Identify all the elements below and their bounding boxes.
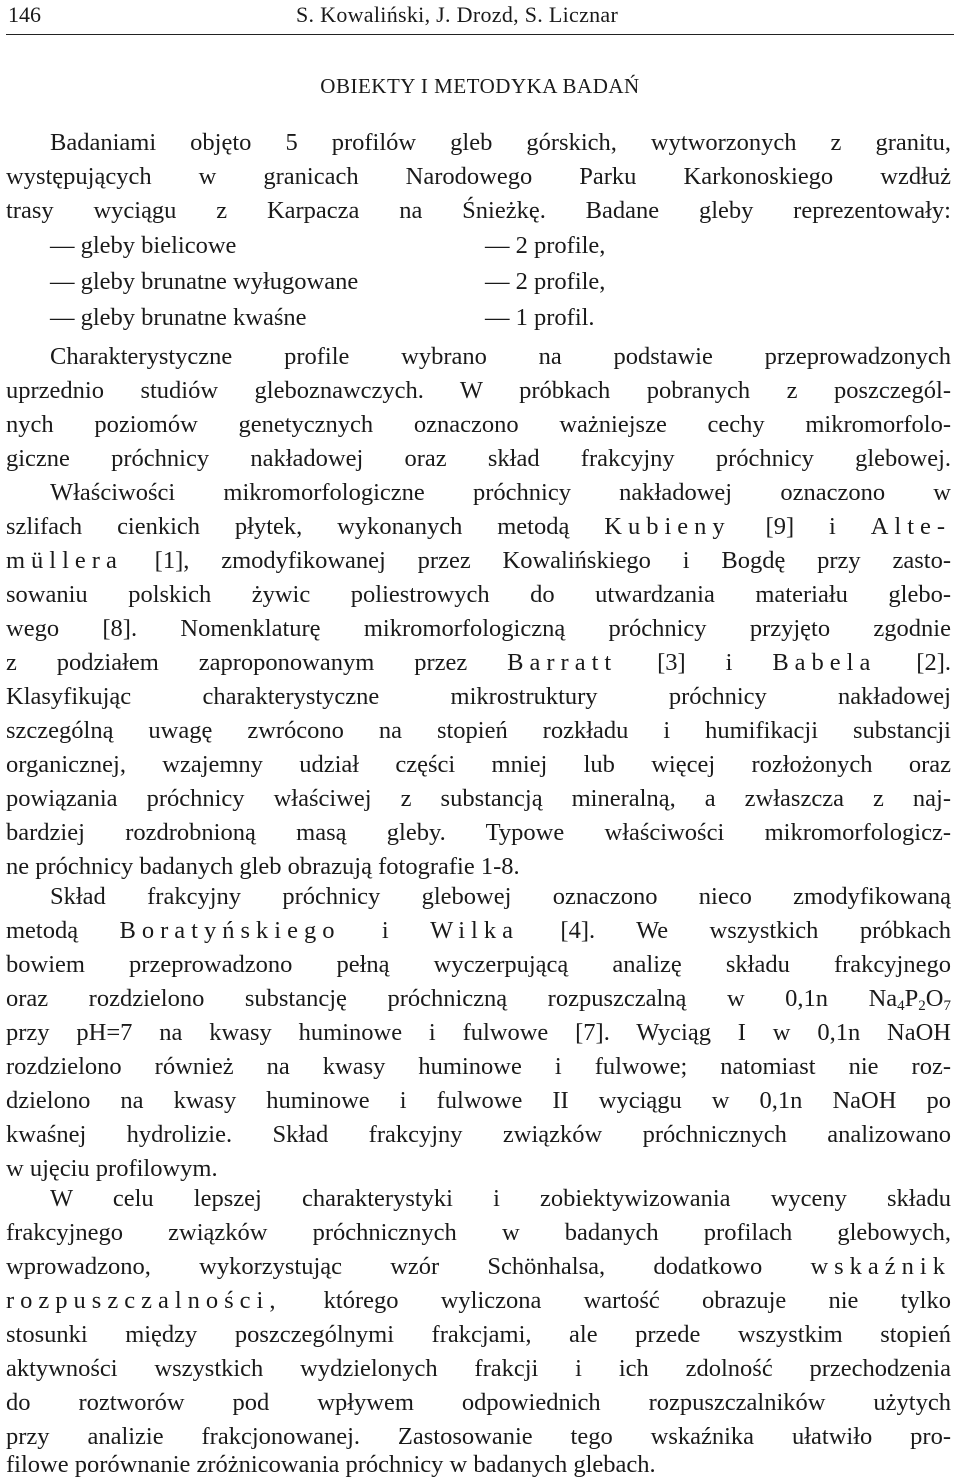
body-line: aktywności wszystkich wydzielonych frakcji i ich zdolność przechodzenia — [6, 1355, 951, 1382]
body-line: rozdzielono również na kwasy huminowe i fulwowe; natomiast nie roz- — [6, 1053, 951, 1080]
soil-list-type: — gleby brunatne kwaśne — [50, 304, 307, 331]
text-span: P — [904, 985, 919, 1012]
body-line: stosunki między poszczególnymi frakcjami, ale przede wszystkim stopień — [6, 1321, 951, 1348]
body-line — [6, 544, 951, 578]
body-line: Właściwości mikromorfologiczne próchnicy nakładowej oznaczono w — [50, 479, 951, 506]
soil-list-count: — 2 profile, — [485, 232, 606, 259]
text-span: którego wyliczona wartość obrazuje nie tylko — [323, 1287, 951, 1314]
body-line: przy analizie frakcjonowanej. Zastosowanie tego wskaźnika ułatwiło pro- — [6, 1423, 951, 1450]
author-name: müllera — [6, 547, 123, 574]
subscript: 4 — [897, 998, 905, 1014]
author-name: Boratyńskiego — [119, 917, 341, 944]
body-line: nych poziomów genetycznych oznaczono ważniejsze cechy mikromorfolo- — [6, 411, 951, 438]
soil-list-type: — gleby brunatne wyługowane — [50, 268, 359, 295]
body-line: giczne próchnicy nakładowej oraz skład frakcyjny próchnicy glebowej. — [6, 445, 951, 472]
author-name: Babela — [772, 649, 877, 676]
soil-list-type: — gleby bielicowe — [50, 232, 237, 259]
body-line: trasy wyciągu z Karpacza na Śnieżkę. Badane gleby reprezentowały: — [6, 197, 951, 224]
body-line — [6, 1284, 951, 1318]
body-line: bardziej rozdrobnioną masą gleby. Typowe właściwości mikromorfologicz- — [6, 819, 951, 846]
body-line: frakcyjnego związków próchnicznych w badanych profilach glebowych, — [6, 1219, 951, 1246]
body-line: bowiem przeprowadzono pełną wyczerpującą analizę składu frakcyjnego — [6, 951, 951, 978]
text-span: O — [925, 985, 944, 1012]
body-line — [6, 1250, 951, 1284]
text-span: [1], zmodyfikowanej przez Kowalińskiego i Bogdę przy zasto- — [154, 547, 951, 574]
body-line: szczególną uwagę zwrócono na stopień rozkładu i humifikacji substancji — [6, 717, 951, 744]
body-line: sowaniu polskich żywic poliestrowych do utwardzania materiału glebo- — [6, 581, 951, 608]
author-name: Alte- — [870, 513, 951, 540]
author-name: Barratt — [507, 649, 618, 676]
term-spaced: rozpuszczalności, — [6, 1287, 282, 1314]
body-line: wego [8]. Nomenklaturę mikromorfologiczną próchnicy przyjęto zgodnie — [6, 615, 951, 642]
soil-list-count: — 2 profile, — [485, 268, 606, 295]
text-span: szlifach cienkich płytek, wykonanych metodą — [6, 513, 570, 540]
body-line: kwaśnej hydrolizie. Skład frakcyjny związków próchnicznych analizowano — [6, 1121, 951, 1148]
body-line — [6, 646, 951, 680]
body-line — [6, 914, 951, 948]
body-line: powiązania próchnicy właściwej z substancją mineralną, a zwłaszcza z naj- — [6, 785, 951, 812]
term-spaced: wskaźnik — [810, 1253, 951, 1280]
text-span: i — [381, 917, 389, 944]
text-span: metodą — [6, 917, 79, 944]
body-line: Charakterystyczne profile wybrano na podstawie przeprowadzonych — [50, 343, 951, 370]
page-number: 146 — [8, 2, 41, 27]
body-line: ne próchnicy badanych gleb obrazują fotografie 1-8. — [6, 853, 520, 880]
text-span: z podziałem zaproponowanym przez — [6, 649, 468, 676]
running-authors: S. Kowaliński, J. Drozd, S. Licznar — [296, 2, 619, 27]
body-line: filowe porównanie zróżnicowania próchnicy w badanych glebach. — [6, 1451, 656, 1478]
body-line: do roztworów pod wpływem odpowiednich rozpuszczalników użytych — [6, 1389, 951, 1416]
body-line: Klasyfikując charakterystyczne mikrostruktury próchnicy nakładowej — [6, 683, 951, 710]
body-line: dzielono na kwasy huminowe i fulwowe II wyciągu w 0,1n NaOH po — [6, 1087, 951, 1114]
text-span: [3] i — [657, 649, 733, 676]
body-line: przy pH=7 na kwasy huminowe i fulwowe [7]. Wyciąg I w 0,1n NaOH — [6, 1019, 951, 1046]
subscript: 7 — [943, 998, 951, 1014]
text-span: [4]. We wszystkich próbkach — [560, 917, 951, 944]
body-line: w ujęciu profilowym. — [6, 1155, 218, 1182]
text-span: oraz rozdzielono substancję próchniczną rozpuszczalną w 0,1n Na — [6, 985, 898, 1012]
body-line — [6, 510, 951, 544]
body-line: uprzednio studiów gleboznawczych. W próbkach pobranych z poszczegól- — [6, 377, 951, 404]
author-name: Wilka — [430, 917, 519, 944]
subscript: 2 — [918, 998, 926, 1014]
body-line: Skład frakcyjny próchnicy glebowej oznaczono nieco zmodyfikowaną — [50, 883, 951, 910]
text-span: [9] i — [765, 513, 836, 540]
body-line: występujących w granicach Narodowego Parku Karkonoskiego wzdłuż — [6, 163, 951, 190]
author-name: Kubieny — [604, 513, 731, 540]
section-title: OBIEKTY I METODYKA BADAŃ — [320, 74, 640, 98]
body-line: Badaniami objęto 5 profilów gleb górskich, wytworzonych z granitu, — [50, 129, 951, 156]
body-line: W celu lepszej charakterystyki i zobiektywizowania wyceny składu — [50, 1185, 951, 1212]
text-span: [2]. — [916, 649, 951, 676]
running-header — [6, 0, 954, 35]
body-line — [6, 982, 951, 1016]
body-line: organicznej, wzajemny udział części mniej lub więcej rozłożonych oraz — [6, 751, 951, 778]
text-span: wprowadzono, wykorzystując wzór Schönhalsa, dodatkowo — [6, 1253, 763, 1280]
soil-list-count: — 1 profil. — [485, 304, 595, 331]
